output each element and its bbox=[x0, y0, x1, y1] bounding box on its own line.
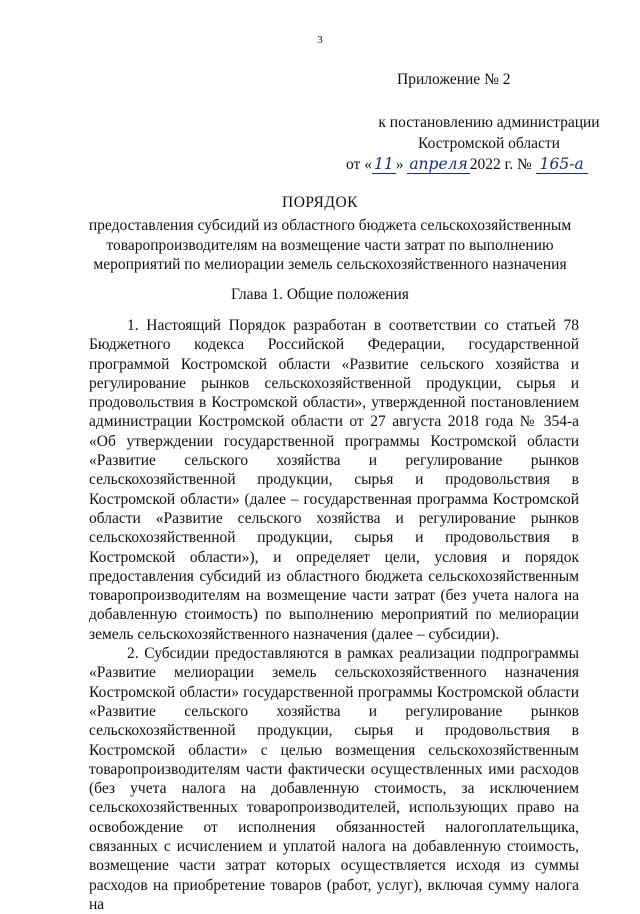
date-mid: » bbox=[395, 156, 404, 173]
document-subtitle: предоставления субсидий из областного бюджета сельскохозяйственным товаропроизводителям на возмещение части затрат по выполнению мероприятий по мелиорации земель сельскохозяйственного назначения bbox=[88, 217, 572, 273]
page-number: 3 bbox=[317, 34, 323, 46]
date-prefix: от « bbox=[346, 156, 372, 173]
paragraph-2: 2. Субсидии предоставляются в рамках реализации подпрограммы «Развитие мелиорации земель сельскохозяйственного назначения Костромской области» государственной программы Костромской области «Развитие сельского хозяйства и регулирование рынков сельскохозяйственной продукции, сырья и продовольствия в Костромской области» с целью возмещения сельскохозяйственным товаропроизводителям части фактически осуществленных ими расходов (без учета налога на добавленную стоимость, за исключением сельскохозяйственных товаропроизводителей, использующих право на освобождение от исполнения обязанностей налогоплательщика, связанных с исчислением и уплатой налога на добавленную стоимость, возмещение части затрат которых осуществляется исходя из суммы расходов на приобретение товаров (работ, услуг), включая сумму налога на bbox=[89, 645, 579, 913]
resolution-date-line bbox=[344, 154, 634, 175]
handwritten-number: 165-а bbox=[536, 155, 588, 174]
document-body bbox=[89, 316, 579, 914]
resolution-line-2: Костромской области bbox=[418, 135, 560, 152]
chapter-heading: Глава 1. Общие положения bbox=[231, 286, 409, 303]
paragraph-1: 1. Настоящий Порядок разработан в соответствии со статьей 78 Бюджетного кодекса Российской Федерации, государственной программой Костромской области «Развитие сельского хозяйства и регулирование рынков сельскохозяйственной продукции, сырья и продовольствия в Костромской области», утвержденной постановлением администрации Костромской области от 27 августа 2018 года № 354-а «Об утверждении государственной программы Костромской области «Развитие сельского хозяйства и регулирование рынков сельскохозяйственной продукции, сырья и продовольствия в Костромской области» (далее – государственная программа Костромской области «Развитие сельского хозяйства и регулирование рынков сельскохозяйственной продукции, сырья и продовольствия в Костромской области»), и определяет цели, условия и порядок предоставления субсидий из областного бюджета сельскохозяйственным товаропроизводителям на возмещение части затрат (без учета налога на добавленную стоимость) по выполнению мероприятий по мелиорации земель сельскохозяйственного назначения (далее – субсидии). bbox=[89, 317, 579, 643]
document-title: ПОРЯДОК bbox=[282, 194, 358, 211]
resolution-line-1: к постановлению администрации bbox=[378, 114, 600, 131]
handwritten-day: 11 bbox=[373, 155, 394, 173]
date-year: 2022 г. № bbox=[469, 156, 532, 173]
appendix-label: Приложение № 2 bbox=[397, 71, 511, 88]
handwritten-month: апреля bbox=[409, 155, 468, 173]
resolution-reference bbox=[344, 112, 634, 175]
